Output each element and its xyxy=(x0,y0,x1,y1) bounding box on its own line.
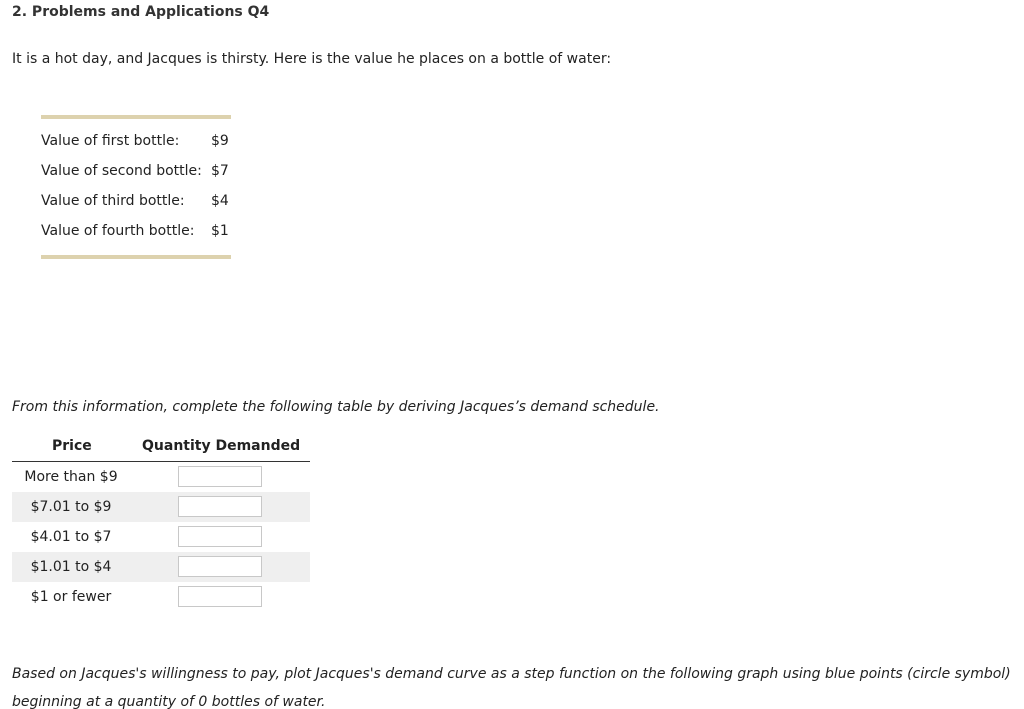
value-row-second xyxy=(41,163,229,179)
table-row xyxy=(12,582,310,612)
plot-instruction xyxy=(12,660,1022,709)
price-cell: $1 or fewer xyxy=(30,589,112,605)
value-amount: $1 xyxy=(211,223,229,239)
value-amount: $9 xyxy=(211,133,229,149)
table-row xyxy=(12,462,310,492)
price-cell: $1.01 to $4 xyxy=(30,559,112,575)
price-cell: $7.01 to $9 xyxy=(30,499,112,515)
table-row xyxy=(12,522,310,552)
price-header: Price xyxy=(52,438,92,454)
table-row xyxy=(12,552,310,582)
table-instruction: From this information, complete the following table by deriving Jacques’s demand schedule. xyxy=(12,399,660,415)
quantity-input-more-than-9[interactable] xyxy=(178,466,262,487)
value-row-third xyxy=(41,193,229,209)
value-label: Value of second bottle: xyxy=(41,163,202,179)
value-row-fourth xyxy=(41,223,229,239)
value-label: Value of third bottle: xyxy=(41,193,185,209)
value-label: Value of first bottle: xyxy=(41,133,180,149)
quantity-header: Quantity Demanded xyxy=(142,438,301,454)
table-row xyxy=(12,492,310,522)
price-cell: More than $9 xyxy=(24,469,118,485)
bottle-values-box xyxy=(41,115,231,259)
plot-instruction-line2: beginning at a quantity of 0 bottles of water. xyxy=(12,694,326,709)
value-amount: $7 xyxy=(211,163,229,179)
plot-instruction-line1: Based on Jacques's willingness to pay, plot Jacques's demand curve as a step function on the following graph using blue points (circle symbol) xyxy=(12,666,1011,682)
value-label: Value of fourth bottle: xyxy=(41,223,195,239)
value-row-first xyxy=(41,133,229,149)
quantity-input-1-01-to-4[interactable] xyxy=(178,556,262,577)
quantity-input-4-01-to-7[interactable] xyxy=(178,526,262,547)
price-cell: $4.01 to $7 xyxy=(30,529,112,545)
quantity-input-1-or-fewer[interactable] xyxy=(178,586,262,607)
question-intro: It is a hot day, and Jacques is thirsty. Here is the value he places on a bottle of water: xyxy=(12,51,612,67)
value-amount: $4 xyxy=(211,193,229,209)
question-heading: 2. Problems and Applications Q4 xyxy=(12,4,270,20)
quantity-input-7-01-to-9[interactable] xyxy=(178,496,262,517)
